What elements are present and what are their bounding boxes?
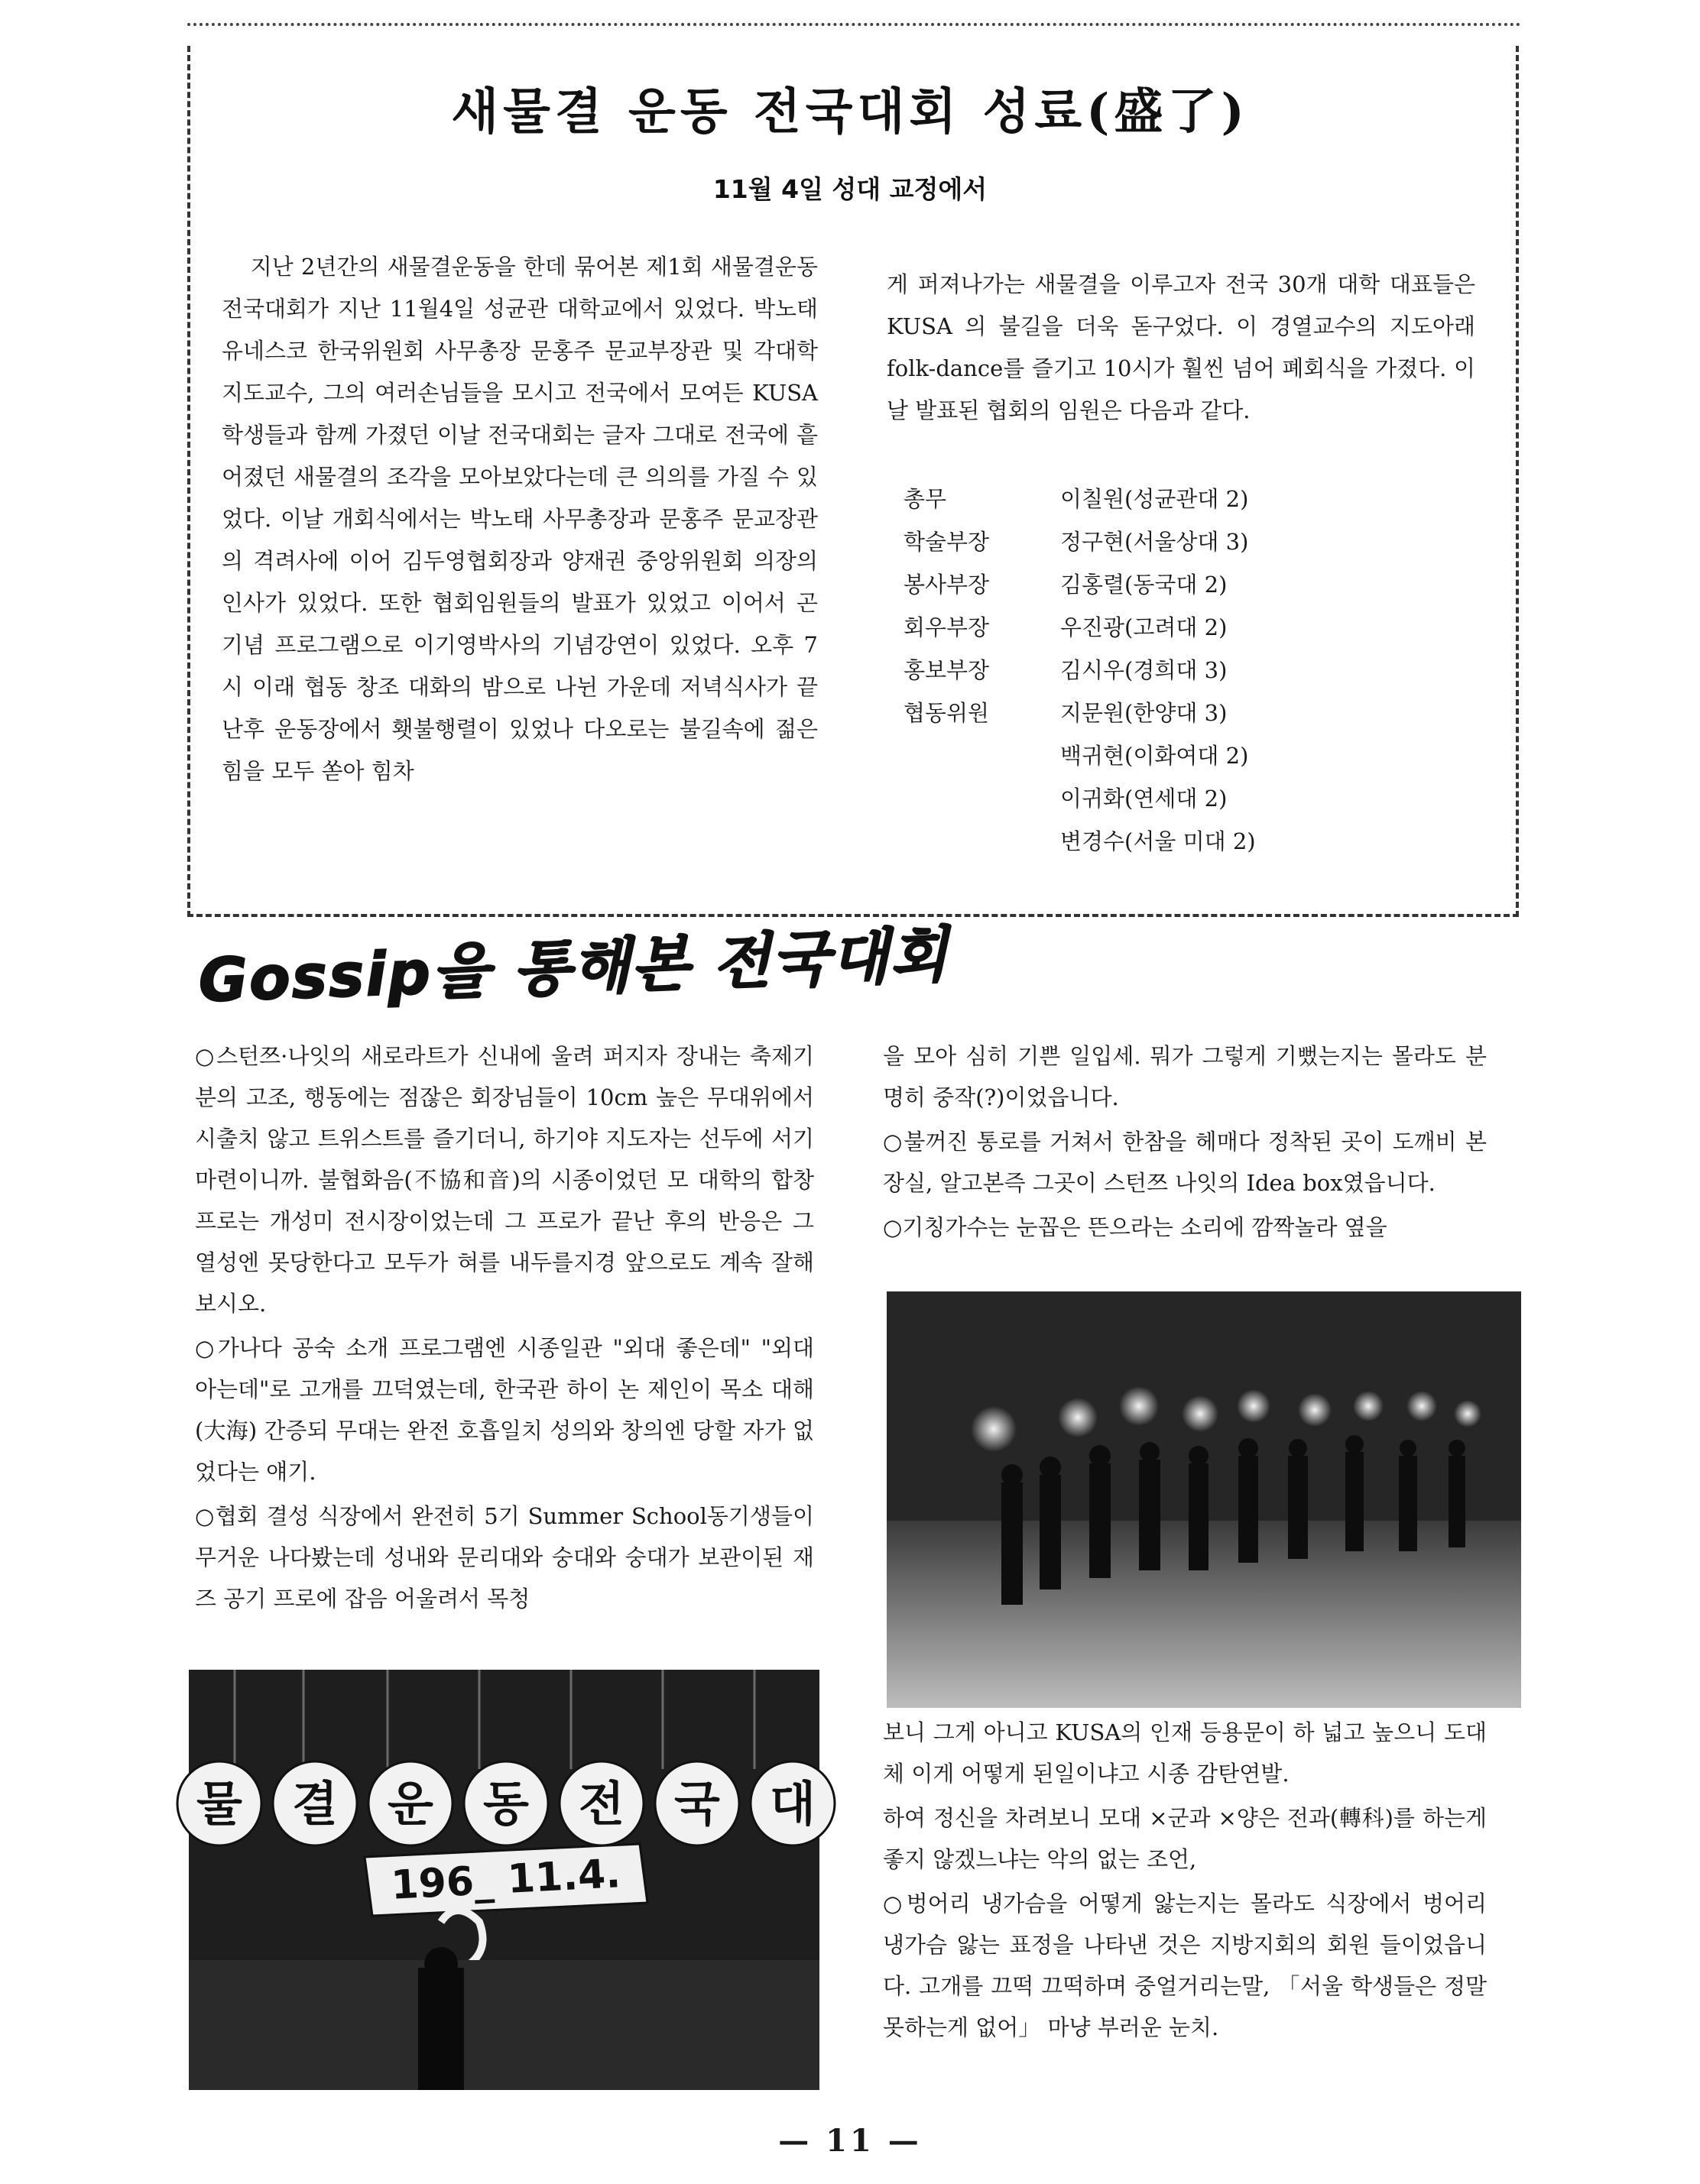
officer-role: 홍보부장 — [904, 657, 990, 683]
officer-role: 회우부장 — [904, 614, 990, 640]
officer-row — [904, 820, 1256, 863]
officer-role: 학술부장 — [904, 529, 990, 555]
officer-role: 총무 — [904, 486, 947, 512]
banner-syllable: 전 — [579, 1776, 625, 1832]
officer-name: 김시우(경희대 3) — [1060, 657, 1228, 683]
gossip-paragraph: ○스턴쯔·나잇의 새로라트가 신내에 울려 퍼지자 장내는 축제기분의 고조, 행동에는 점잖은 회장님들이 10cm 높은 무대위에서 시출치 않고 트위스트를 즐기더니, 하기야 지도자는 선두에 서기 마련이니까. 불협화음(不協和音)의 시종이었던 모 대학의 합창 프로는 개성미 전시장이었는데 그 프로가 끝난 후의 반응은 그 열성엔 못당한다고 모두가 혀를 내두를지경 앞으로도 계속 잘해보시오. — [195, 1043, 814, 1317]
officer-row — [904, 692, 1256, 734]
officer-role: 협동위원 — [904, 700, 990, 726]
page-number: — 11 — — [778, 2123, 922, 2159]
gossip-paragraph: 하여 정신을 차려보니 모대 ×군과 ×양은 전과(轉科)를 하는게 좋지 않겠느냐는 악의 없는 조언, — [883, 1805, 1487, 1872]
stage-banner-illustration — [189, 1670, 819, 2090]
officer-name: 이칠원(성균관대 2) — [1060, 486, 1249, 512]
gossip-paragraph: 을 모아 심히 기쁜 일입세. 뭐가 그렇게 기뻤는지는 몰라도 분명히 중작(?)이었읍니다. — [883, 1043, 1487, 1110]
article-left-paragraph: 지난 2년간의 새물결운동을 한데 묶어본 제1회 새물결운동 전국대회가 지난 11월4일 성균관 대학교에서 있었다. 박노태 유네스코 한국위원회 사무총장 문홍주 문교부장관 및 각대학 지도교수, 그의 여러손님들을 모시고 전국에서 모여든 KUSA 학생들과 함께 가졌던 이날 전국대회는 글자 그대로 전국에 흩어졌던 새물결의 조각을 모아보았다는데 큰 의의를 가질 수 있었다. 이날 개회식에서는 박노태 사무총장과 문홍주 문교장관의 격려사에 이어 김두영협회장과 양재권 중앙위원회 의장의 인사가 있었다. 또한 협회임원들의 발표가 있었고 이어서 곤 기념 프로그램으로 이기영박사의 기념강연이 있었다. 오후 7시 이래 협동 창조 대화의 밤으로 나뉜 가운데 저녁식사가 끝난후 운동장에서 횃불행렬이 있었나 다오로는 불길속에 젊은 힘을 모두 쏟아 힘차 — [222, 254, 818, 784]
officer-name: 변경수(서울 미대 2) — [1060, 828, 1256, 854]
officer-name: 백귀현(이화여대 2) — [1060, 743, 1249, 769]
banner-date-sign: 196_ 11.4. — [390, 1851, 622, 1909]
officer-name: 이귀화(연세대 2) — [1060, 786, 1228, 812]
torch-parade-illustration — [887, 1291, 1521, 1708]
officer-name: 지문원(한양대 3) — [1060, 700, 1228, 726]
officer-row — [904, 563, 1256, 606]
article-right-paragraph: 게 퍼져나가는 새물결을 이루고자 전국 30개 대학 대표들은 KUSA 의 불길을 더욱 돋구었다. 이 경열교수의 지도아래 folk-dance를 즐기고 10시가 훨씬 넘어 폐회식을 가졌다. 이날 발표된 협회의 임원은 다음과 같다. — [887, 271, 1475, 423]
officer-row — [904, 649, 1256, 692]
gossip-paragraph: ○벙어리 냉가슴을 어떻게 앓는지는 몰라도 식장에서 벙어리 냉가슴 앓는 표정을 나타낸 것은 지방지회의 회원 들이었읍니다. 고개를 끄떡 끄떡하며 중얼거리는말, 「서울 학생들은 정말 못하는게 없어」 마냥 부러운 눈치. — [883, 1891, 1487, 2040]
officer-row — [904, 520, 1256, 563]
article-subtitle: 11월 4일 성대 교정에서 — [712, 174, 988, 204]
banner-syllable: 대 — [770, 1776, 816, 1832]
officer-role: 봉사부장 — [904, 572, 990, 598]
gossip-paragraph: ○불꺼진 통로를 거쳐서 한참을 헤매다 정착된 곳이 도깨비 본장실, 알고본즉 그곳이 스턴쯔 나잇의 Idea box였읍니다. — [883, 1129, 1487, 1196]
officer-row — [904, 478, 1256, 520]
officer-row — [904, 777, 1256, 820]
banner-syllable: 물 — [196, 1776, 242, 1832]
stage-banner-photo — [189, 1670, 819, 2090]
article-left-column — [222, 246, 818, 792]
gossip-right-column-bottom — [883, 1712, 1487, 2051]
officer-role — [904, 820, 1060, 863]
gossip-paragraph: ○기칭가수는 눈꼽은 뜬으라는 소리에 깜짝놀라 옆을 — [883, 1214, 1387, 1240]
article-title: 새물결 운동 전국대회 성료(盛了) — [451, 83, 1249, 141]
officer-row — [904, 606, 1256, 649]
banner-syllable: 운 — [388, 1776, 433, 1832]
gossip-paragraph: 보니 그게 아니고 KUSA의 인재 등용문이 하 넓고 높으니 도대체 이게 어떻게 된일이냐고 시종 감탄연발. — [883, 1719, 1487, 1787]
officer-row — [904, 734, 1256, 777]
gossip-paragraph: ○가나다 공숙 소개 프로그램엔 시종일관 "외대 좋은데" "외대 아는데"로 고개를 끄덕였는데, 한국관 하이 논 제인이 목소 대해(大海) 간증되 무대는 완전 호흡일치 성의와 창의엔 당할 자가 없었다는 얘기. — [195, 1335, 814, 1485]
gossip-paragraph: ○협회 결성 식장에서 완전히 5기 Summer School동기생들이 무거운 나다봤는데 성내와 문리대와 숭대와 숭대가 보관이된 재즈 공기 프로에 잡음 어울려서 목청 — [195, 1503, 814, 1612]
officer-name: 정구현(서울상대 3) — [1060, 529, 1249, 555]
gossip-left-column — [195, 1035, 814, 1622]
officers-list — [904, 478, 1256, 863]
banner-syllable: 결 — [292, 1776, 338, 1832]
torch-parade-photo — [887, 1291, 1521, 1708]
officer-role — [904, 777, 1060, 820]
gossip-heading — [191, 917, 951, 1028]
top-dotted-rule — [187, 23, 1521, 26]
gossip-right-column-top — [883, 1035, 1487, 1251]
officer-role — [904, 734, 1060, 777]
banner-syllable: 동 — [483, 1776, 529, 1832]
officer-name: 김홍렬(동국대 2) — [1060, 572, 1228, 598]
banner-syllable: 국 — [674, 1776, 720, 1832]
officer-name: 우진광(고려대 2) — [1060, 614, 1228, 640]
article-right-column — [887, 264, 1475, 432]
gossip-heading-text: Gossip을 통해본 전국대회 — [197, 920, 951, 1016]
